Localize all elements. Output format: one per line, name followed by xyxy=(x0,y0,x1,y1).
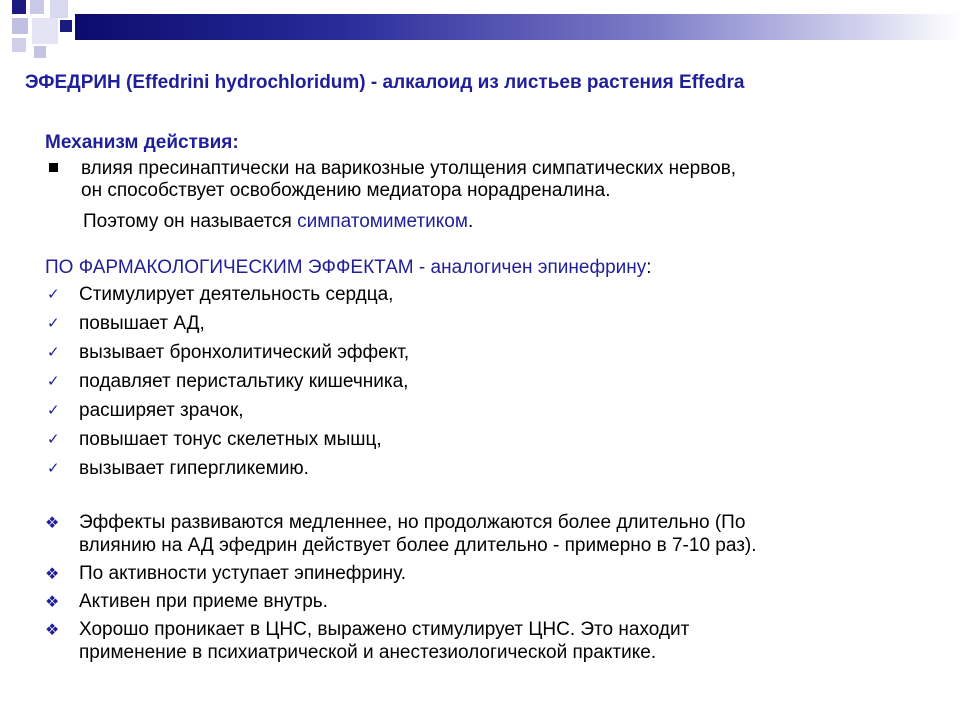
checkmark-icon: ✓ xyxy=(47,402,60,419)
mechanism-conclusion xyxy=(45,210,945,234)
deco-square xyxy=(30,0,44,14)
note-line: По активности уступает эпинефрину. xyxy=(79,563,406,584)
list-item xyxy=(45,425,945,454)
sympathomimetic-term: симпатомиметиком xyxy=(297,211,468,232)
deco-square xyxy=(60,20,72,32)
conclusion-text: Поэтому он называется xyxy=(83,211,298,232)
checkmark-icon: ✓ xyxy=(47,431,60,448)
mechanism-line: влияя пресинаптически на варикозные утолщения симпатических нервов, xyxy=(81,158,737,179)
list-item xyxy=(45,511,945,557)
deco-square xyxy=(12,0,26,14)
list-item xyxy=(45,338,945,367)
deco-square xyxy=(34,46,46,58)
header-gradient-bar xyxy=(75,14,960,40)
slide-title: ЭФЕДРИН (Effedrini hydrochloridum) - алкалоид из листьев растения Effedra xyxy=(25,72,745,93)
checkmark-icon: ✓ xyxy=(47,460,60,477)
mechanism-heading: Механизм действия: xyxy=(45,132,239,153)
pharmacology-heading-colon: : xyxy=(646,257,652,278)
note-line: влиянию на АД эфедрин действует более длительно - примерно в 7-10 раз). xyxy=(79,535,757,556)
diamond-bullet-icon: ❖ xyxy=(45,566,60,583)
effect-text: вызывает гипергликемию. xyxy=(79,458,309,479)
list-item xyxy=(45,562,945,585)
list-item xyxy=(45,618,945,664)
list-item xyxy=(45,590,945,613)
diamond-bullet-icon: ❖ xyxy=(45,515,60,532)
checkmark-icon: ✓ xyxy=(47,373,60,390)
effect-text: повышает АД, xyxy=(79,313,205,334)
conclusion-period: . xyxy=(467,211,474,232)
square-bullet-icon xyxy=(49,163,58,172)
deco-square xyxy=(12,18,28,34)
effect-text: подавляет перистальтику кишечника, xyxy=(79,371,409,392)
list-item xyxy=(45,309,945,338)
deco-square xyxy=(32,18,58,44)
pharmacology-heading-text: ПО ФАРМАКОЛОГИЧЕСКИМ ЭФФЕКТАМ - аналогичен эпинефрину xyxy=(45,257,647,278)
list-item xyxy=(45,396,945,425)
list-item xyxy=(45,367,945,396)
checkmark-icon: ✓ xyxy=(47,344,60,361)
effects-list xyxy=(45,280,945,483)
notes-list xyxy=(45,511,945,664)
note-line: Хорошо проникает в ЦНС, выражено стимулирует ЦНС. Это находит xyxy=(79,619,690,640)
effect-text: расширяет зрачок, xyxy=(79,400,244,421)
mechanism-line: он способствует освобождению медиатора норадреналина. xyxy=(81,180,611,201)
mechanism-item xyxy=(45,158,945,202)
checkmark-icon: ✓ xyxy=(47,286,60,303)
effect-text: повышает тонус скелетных мышц, xyxy=(79,429,382,450)
pharmacology-heading xyxy=(45,256,945,280)
checkmark-icon: ✓ xyxy=(47,315,60,332)
effect-text: Стимулирует деятельность сердца, xyxy=(79,284,394,305)
note-line: применение в психиатрической и анестезиологической практике. xyxy=(79,642,657,663)
effect-text: вызывает бронхолитический эффект, xyxy=(79,342,410,363)
diamond-bullet-icon: ❖ xyxy=(45,622,60,639)
deco-square xyxy=(50,0,68,18)
slide-content xyxy=(45,131,945,669)
diamond-bullet-icon: ❖ xyxy=(45,594,60,611)
list-item xyxy=(45,454,945,483)
note-line: Эффекты развиваются медленнее, но продолжаются более длительно (По xyxy=(79,512,746,533)
note-line: Активен при приеме внутрь. xyxy=(79,591,328,612)
deco-square xyxy=(12,38,26,52)
list-item xyxy=(45,280,945,309)
